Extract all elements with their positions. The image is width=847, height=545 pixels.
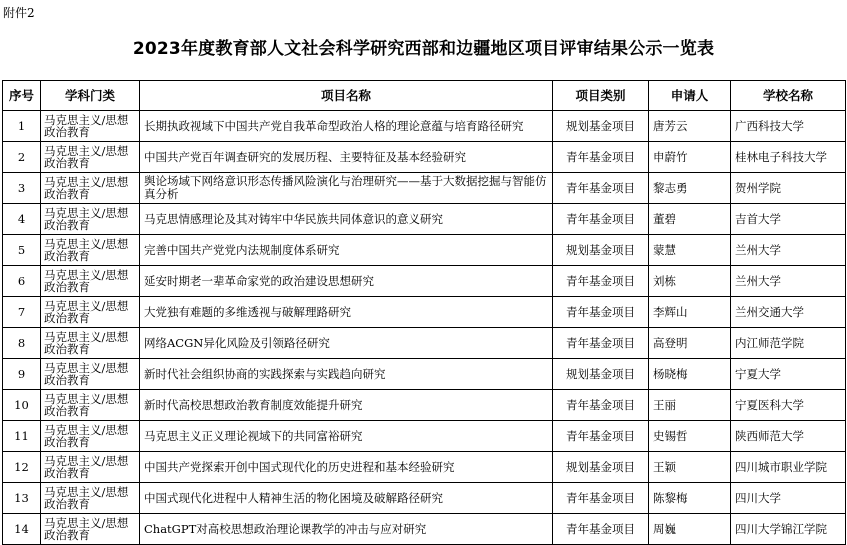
cell-applicant: 蒙慧 bbox=[649, 235, 731, 266]
cell-index: 12 bbox=[3, 452, 41, 483]
table-row bbox=[3, 452, 846, 483]
cell-project-name: 延安时期老一辈革命家党的政治建设思想研究 bbox=[140, 266, 553, 297]
cell-index: 11 bbox=[3, 421, 41, 452]
cell-school: 四川城市职业学院 bbox=[731, 452, 846, 483]
cell-project-name: 舆论场域下网络意识形态传播风险演化与治理研究——基于大数据挖掘与智能仿真分析 bbox=[140, 173, 553, 204]
cell-applicant: 高登明 bbox=[649, 328, 731, 359]
cell-applicant: 王丽 bbox=[649, 390, 731, 421]
cell-project-name: 马克思主义正义理论视域下的共同富裕研究 bbox=[140, 421, 553, 452]
cell-index: 9 bbox=[3, 359, 41, 390]
cell-applicant: 史锡哲 bbox=[649, 421, 731, 452]
cell-index: 1 bbox=[3, 111, 41, 142]
table-row bbox=[3, 204, 846, 235]
cell-school: 宁夏医科大学 bbox=[731, 390, 846, 421]
table-row bbox=[3, 514, 846, 545]
cell-school: 贺州学院 bbox=[731, 173, 846, 204]
cell-project-type: 青年基金项目 bbox=[553, 421, 649, 452]
cell-project-type: 青年基金项目 bbox=[553, 173, 649, 204]
cell-project-type: 青年基金项目 bbox=[553, 390, 649, 421]
cell-index: 6 bbox=[3, 266, 41, 297]
cell-project-name: 大党独有难题的多维透视与破解理路研究 bbox=[140, 297, 553, 328]
cell-index: 13 bbox=[3, 483, 41, 514]
cell-category: 马克思主义/思想政治教育 bbox=[41, 421, 140, 452]
cell-applicant: 申蔚竹 bbox=[649, 142, 731, 173]
table-row bbox=[3, 483, 846, 514]
cell-project-name: 长期执政视域下中国共产党自我革命型政治人格的理论意蕴与培育路径研究 bbox=[140, 111, 553, 142]
table-row bbox=[3, 328, 846, 359]
cell-applicant: 杨晓梅 bbox=[649, 359, 731, 390]
header-project-name: 项目名称 bbox=[140, 81, 553, 111]
table-row bbox=[3, 266, 846, 297]
cell-index: 8 bbox=[3, 328, 41, 359]
cell-category: 马克思主义/思想政治教育 bbox=[41, 266, 140, 297]
cell-index: 3 bbox=[3, 173, 41, 204]
cell-project-name: 中国共产党百年调查研究的发展历程、主要特征及基本经验研究 bbox=[140, 142, 553, 173]
header-project-type: 项目类别 bbox=[553, 81, 649, 111]
cell-school: 四川大学 bbox=[731, 483, 846, 514]
cell-project-name: 中国共产党探索开创中国式现代化的历史进程和基本经验研究 bbox=[140, 452, 553, 483]
cell-project-type: 青年基金项目 bbox=[553, 514, 649, 545]
table-row bbox=[3, 111, 846, 142]
cell-project-name: 新时代社会组织协商的实践探索与实践趋向研究 bbox=[140, 359, 553, 390]
table-row bbox=[3, 142, 846, 173]
table-row bbox=[3, 235, 846, 266]
cell-index: 5 bbox=[3, 235, 41, 266]
table-row bbox=[3, 390, 846, 421]
cell-school: 陕西师范大学 bbox=[731, 421, 846, 452]
cell-school: 吉首大学 bbox=[731, 204, 846, 235]
cell-index: 2 bbox=[3, 142, 41, 173]
cell-applicant: 黎志勇 bbox=[649, 173, 731, 204]
cell-category: 马克思主义/思想政治教育 bbox=[41, 173, 140, 204]
cell-school: 兰州大学 bbox=[731, 235, 846, 266]
cell-school: 广西科技大学 bbox=[731, 111, 846, 142]
cell-school: 兰州交通大学 bbox=[731, 297, 846, 328]
header-applicant: 申请人 bbox=[649, 81, 731, 111]
cell-category: 马克思主义/思想政治教育 bbox=[41, 359, 140, 390]
cell-project-type: 青年基金项目 bbox=[553, 297, 649, 328]
cell-project-name: 马克思情感理论及其对铸牢中华民族共同体意识的意义研究 bbox=[140, 204, 553, 235]
cell-applicant: 董碧 bbox=[649, 204, 731, 235]
cell-applicant: 李辉山 bbox=[649, 297, 731, 328]
cell-category: 马克思主义/思想政治教育 bbox=[41, 142, 140, 173]
cell-project-type: 规划基金项目 bbox=[553, 452, 649, 483]
cell-index: 10 bbox=[3, 390, 41, 421]
page-title: 2023年度教育部人文社会科学研究西部和边疆地区项目评审结果公示一览表 bbox=[132, 39, 715, 59]
cell-category: 马克思主义/思想政治教育 bbox=[41, 452, 140, 483]
cell-project-type: 规划基金项目 bbox=[553, 359, 649, 390]
cell-project-type: 规划基金项目 bbox=[553, 111, 649, 142]
table-row bbox=[3, 297, 846, 328]
cell-project-name: 网络ACGN异化风险及引领路径研究 bbox=[140, 328, 553, 359]
header-index: 序号 bbox=[3, 81, 41, 111]
cell-applicant: 王颖 bbox=[649, 452, 731, 483]
cell-project-name: 中国式现代化进程中人精神生活的物化困境及破解路径研究 bbox=[140, 483, 553, 514]
cell-category: 马克思主义/思想政治教育 bbox=[41, 514, 140, 545]
cell-project-name: ChatGPT对高校思想政治理论课教学的冲击与应对研究 bbox=[140, 514, 553, 545]
cell-project-name: 完善中国共产党党内法规制度体系研究 bbox=[140, 235, 553, 266]
cell-school: 内江师范学院 bbox=[731, 328, 846, 359]
cell-index: 14 bbox=[3, 514, 41, 545]
cell-applicant: 陈黎梅 bbox=[649, 483, 731, 514]
cell-category: 马克思主义/思想政治教育 bbox=[41, 204, 140, 235]
cell-category: 马克思主义/思想政治教育 bbox=[41, 328, 140, 359]
cell-category: 马克思主义/思想政治教育 bbox=[41, 483, 140, 514]
table-header-row bbox=[3, 81, 846, 111]
cell-project-type: 青年基金项目 bbox=[553, 483, 649, 514]
cell-project-type: 青年基金项目 bbox=[553, 266, 649, 297]
table-row bbox=[3, 421, 846, 452]
header-category: 学科门类 bbox=[41, 81, 140, 111]
cell-applicant: 唐芳云 bbox=[649, 111, 731, 142]
attachment-label: 附件2 bbox=[3, 6, 35, 20]
cell-category: 马克思主义/思想政治教育 bbox=[41, 390, 140, 421]
cell-applicant: 刘栋 bbox=[649, 266, 731, 297]
cell-project-type: 青年基金项目 bbox=[553, 204, 649, 235]
cell-school: 宁夏大学 bbox=[731, 359, 846, 390]
table-row bbox=[3, 173, 846, 204]
cell-project-type: 青年基金项目 bbox=[553, 328, 649, 359]
cell-school: 兰州大学 bbox=[731, 266, 846, 297]
cell-school: 桂林电子科技大学 bbox=[731, 142, 846, 173]
cell-category: 马克思主义/思想政治教育 bbox=[41, 297, 140, 328]
cell-school: 四川大学锦江学院 bbox=[731, 514, 846, 545]
cell-index: 7 bbox=[3, 297, 41, 328]
table-row bbox=[3, 359, 846, 390]
cell-applicant: 周巍 bbox=[649, 514, 731, 545]
results-table bbox=[2, 80, 846, 545]
cell-category: 马克思主义/思想政治教育 bbox=[41, 111, 140, 142]
cell-category: 马克思主义/思想政治教育 bbox=[41, 235, 140, 266]
cell-project-type: 规划基金项目 bbox=[553, 235, 649, 266]
header-school: 学校名称 bbox=[731, 81, 846, 111]
cell-project-type: 青年基金项目 bbox=[553, 142, 649, 173]
cell-index: 4 bbox=[3, 204, 41, 235]
cell-project-name: 新时代高校思想政治教育制度效能提升研究 bbox=[140, 390, 553, 421]
